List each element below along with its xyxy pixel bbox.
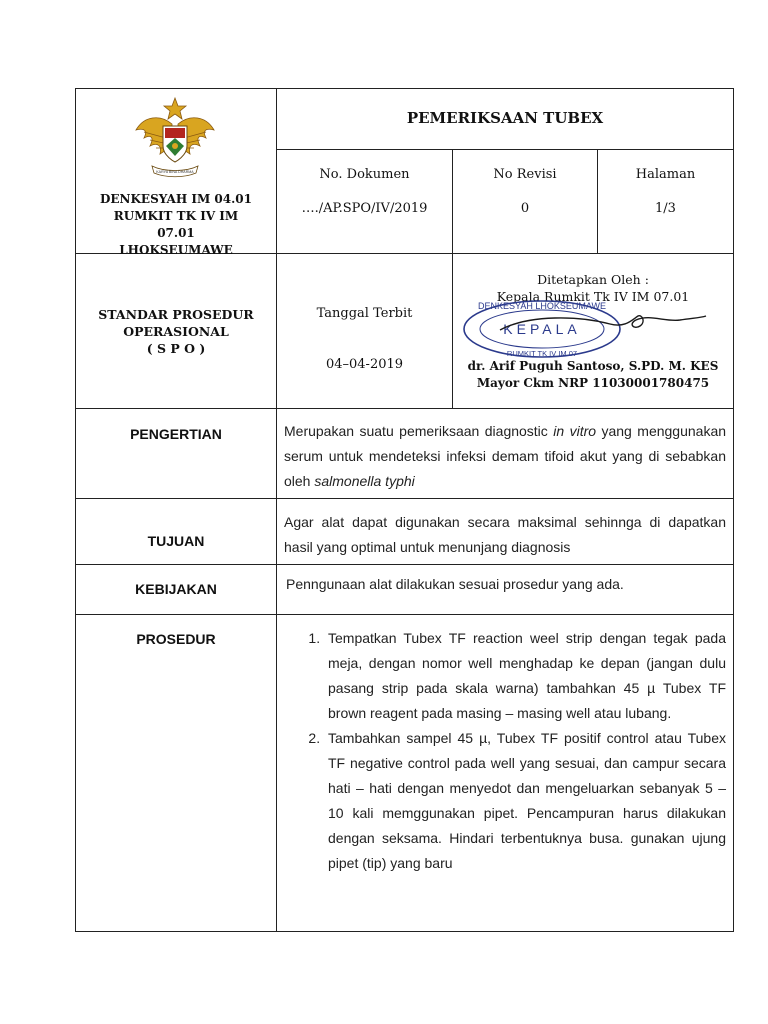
- row-divider-spo: [75, 408, 734, 409]
- tujuan-text: Agar alat dapat digunakan secara maksimal sehinnga di dapatkan hasil yang optimal untuk menunjang diagnosis: [284, 514, 726, 555]
- revision-label: No Revisi: [493, 167, 557, 182]
- prosedur-list: [278, 626, 726, 876]
- institution-line-1: DENKESYAH IM 04.01: [99, 192, 253, 206]
- pengertian-italic-in-vitro: in vitro: [553, 423, 597, 439]
- row-divider-pengertian: [75, 498, 734, 499]
- logo-motto: KARYA BINA DHARMA: [156, 170, 194, 174]
- prosedur-label: PROSEDUR: [136, 631, 216, 647]
- pengertian-label: PENGERTIAN: [130, 426, 222, 442]
- stamp-center-text: KEPALA: [503, 321, 581, 337]
- revision-value: 0: [520, 201, 530, 216]
- row-divider-tujuan: [75, 564, 734, 565]
- kebijakan-label: KEBIJAKAN: [135, 581, 217, 597]
- pengertian-italic-salmonella: salmonella typhi: [314, 473, 415, 489]
- official-stamp: [460, 296, 710, 362]
- approver-position: Kepala Rumkit Tk IV IM 07.01: [496, 289, 690, 304]
- pengertian-text-part-2: yang menggunakan serum untuk mendeteksi infeksi demam tifoid akut yang di sebabkan oleh: [284, 423, 727, 489]
- table-border-bottom: [75, 931, 734, 932]
- tujuan-label: TUJUAN: [147, 533, 205, 549]
- stamp-bottom-text: RUMKIT TK IV IM 07: [506, 349, 578, 358]
- institution-line-2: RUMKIT TK IV IM: [113, 209, 239, 223]
- spo-title-line-1: STANDAR PROSEDUR: [98, 307, 254, 322]
- table-border-right: [733, 88, 734, 932]
- institution-line-4: LHOKSEUMAWE: [119, 243, 233, 257]
- spo-title-line-2: OPERASIONAL: [123, 324, 229, 339]
- document-title: PEMERIKSAAN TUBEX: [406, 109, 604, 127]
- table-border-top: [75, 88, 734, 89]
- approver-rank: Mayor Ckm NRP 11030001780475: [476, 376, 710, 390]
- row-divider-kebijakan: [75, 614, 734, 615]
- military-emblem-logo: [130, 94, 220, 184]
- kebijakan-text: Penngunaan alat dilakukan sesuai prosedur yang ada.: [286, 576, 624, 592]
- pengertian-text-part-1: Merupakan suatu pemeriksaan diagnostic: [284, 423, 554, 439]
- issue-date-label: Tanggal Terbit: [316, 306, 413, 321]
- stamp-top-text: DENKESYAH LHOKSEUMAWE: [477, 301, 607, 311]
- title-divider: [276, 149, 734, 150]
- prosedur-step-2: 2. Tambahkan sampel 45 µ, Tubex TF positif control atau Tubex TF negative control pada well yang sesuai, dan campur secara hati – hati dengan menyedot dan mengeluarkan sebanyak 5 – 10 kali memggunakan pipet. Pencampuran harus dilakukan dengan seksama. Hindari terbentuknya busa. gunakan ujung pipet (tip) yang baru: [324, 726, 726, 876]
- page-label: Halaman: [635, 167, 696, 182]
- doc-number-label: No. Dokumen: [319, 167, 410, 182]
- prosedur-steps: [278, 626, 726, 876]
- doc-number-value: …./AP.SPO/IV/2019: [301, 201, 428, 216]
- issue-date-value: 04–04-2019: [325, 357, 404, 372]
- institution-line-3: 07.01: [157, 226, 195, 240]
- pengertian-text: [284, 419, 726, 494]
- approved-by-label: Ditetapkan Oleh :: [537, 272, 649, 287]
- approver-name: dr. Arif Puguh Santoso, S.PD. M. KES: [467, 359, 719, 373]
- institution-name: [76, 191, 276, 259]
- page-value: 1/3: [655, 201, 676, 216]
- spo-title-line-3: ( S P O ): [146, 341, 206, 356]
- spo-title: [76, 306, 276, 357]
- prosedur-step-1: 1. Tempatkan Tubex TF reaction weel strip dengan tegak pada meja, dengan nomor well menghadap ke depan (jangan dulu pasang strip pada skala warna) tambahkan 45 µ Tubex TF brown reagent pada masing – masing well atau lubang.: [324, 626, 726, 726]
